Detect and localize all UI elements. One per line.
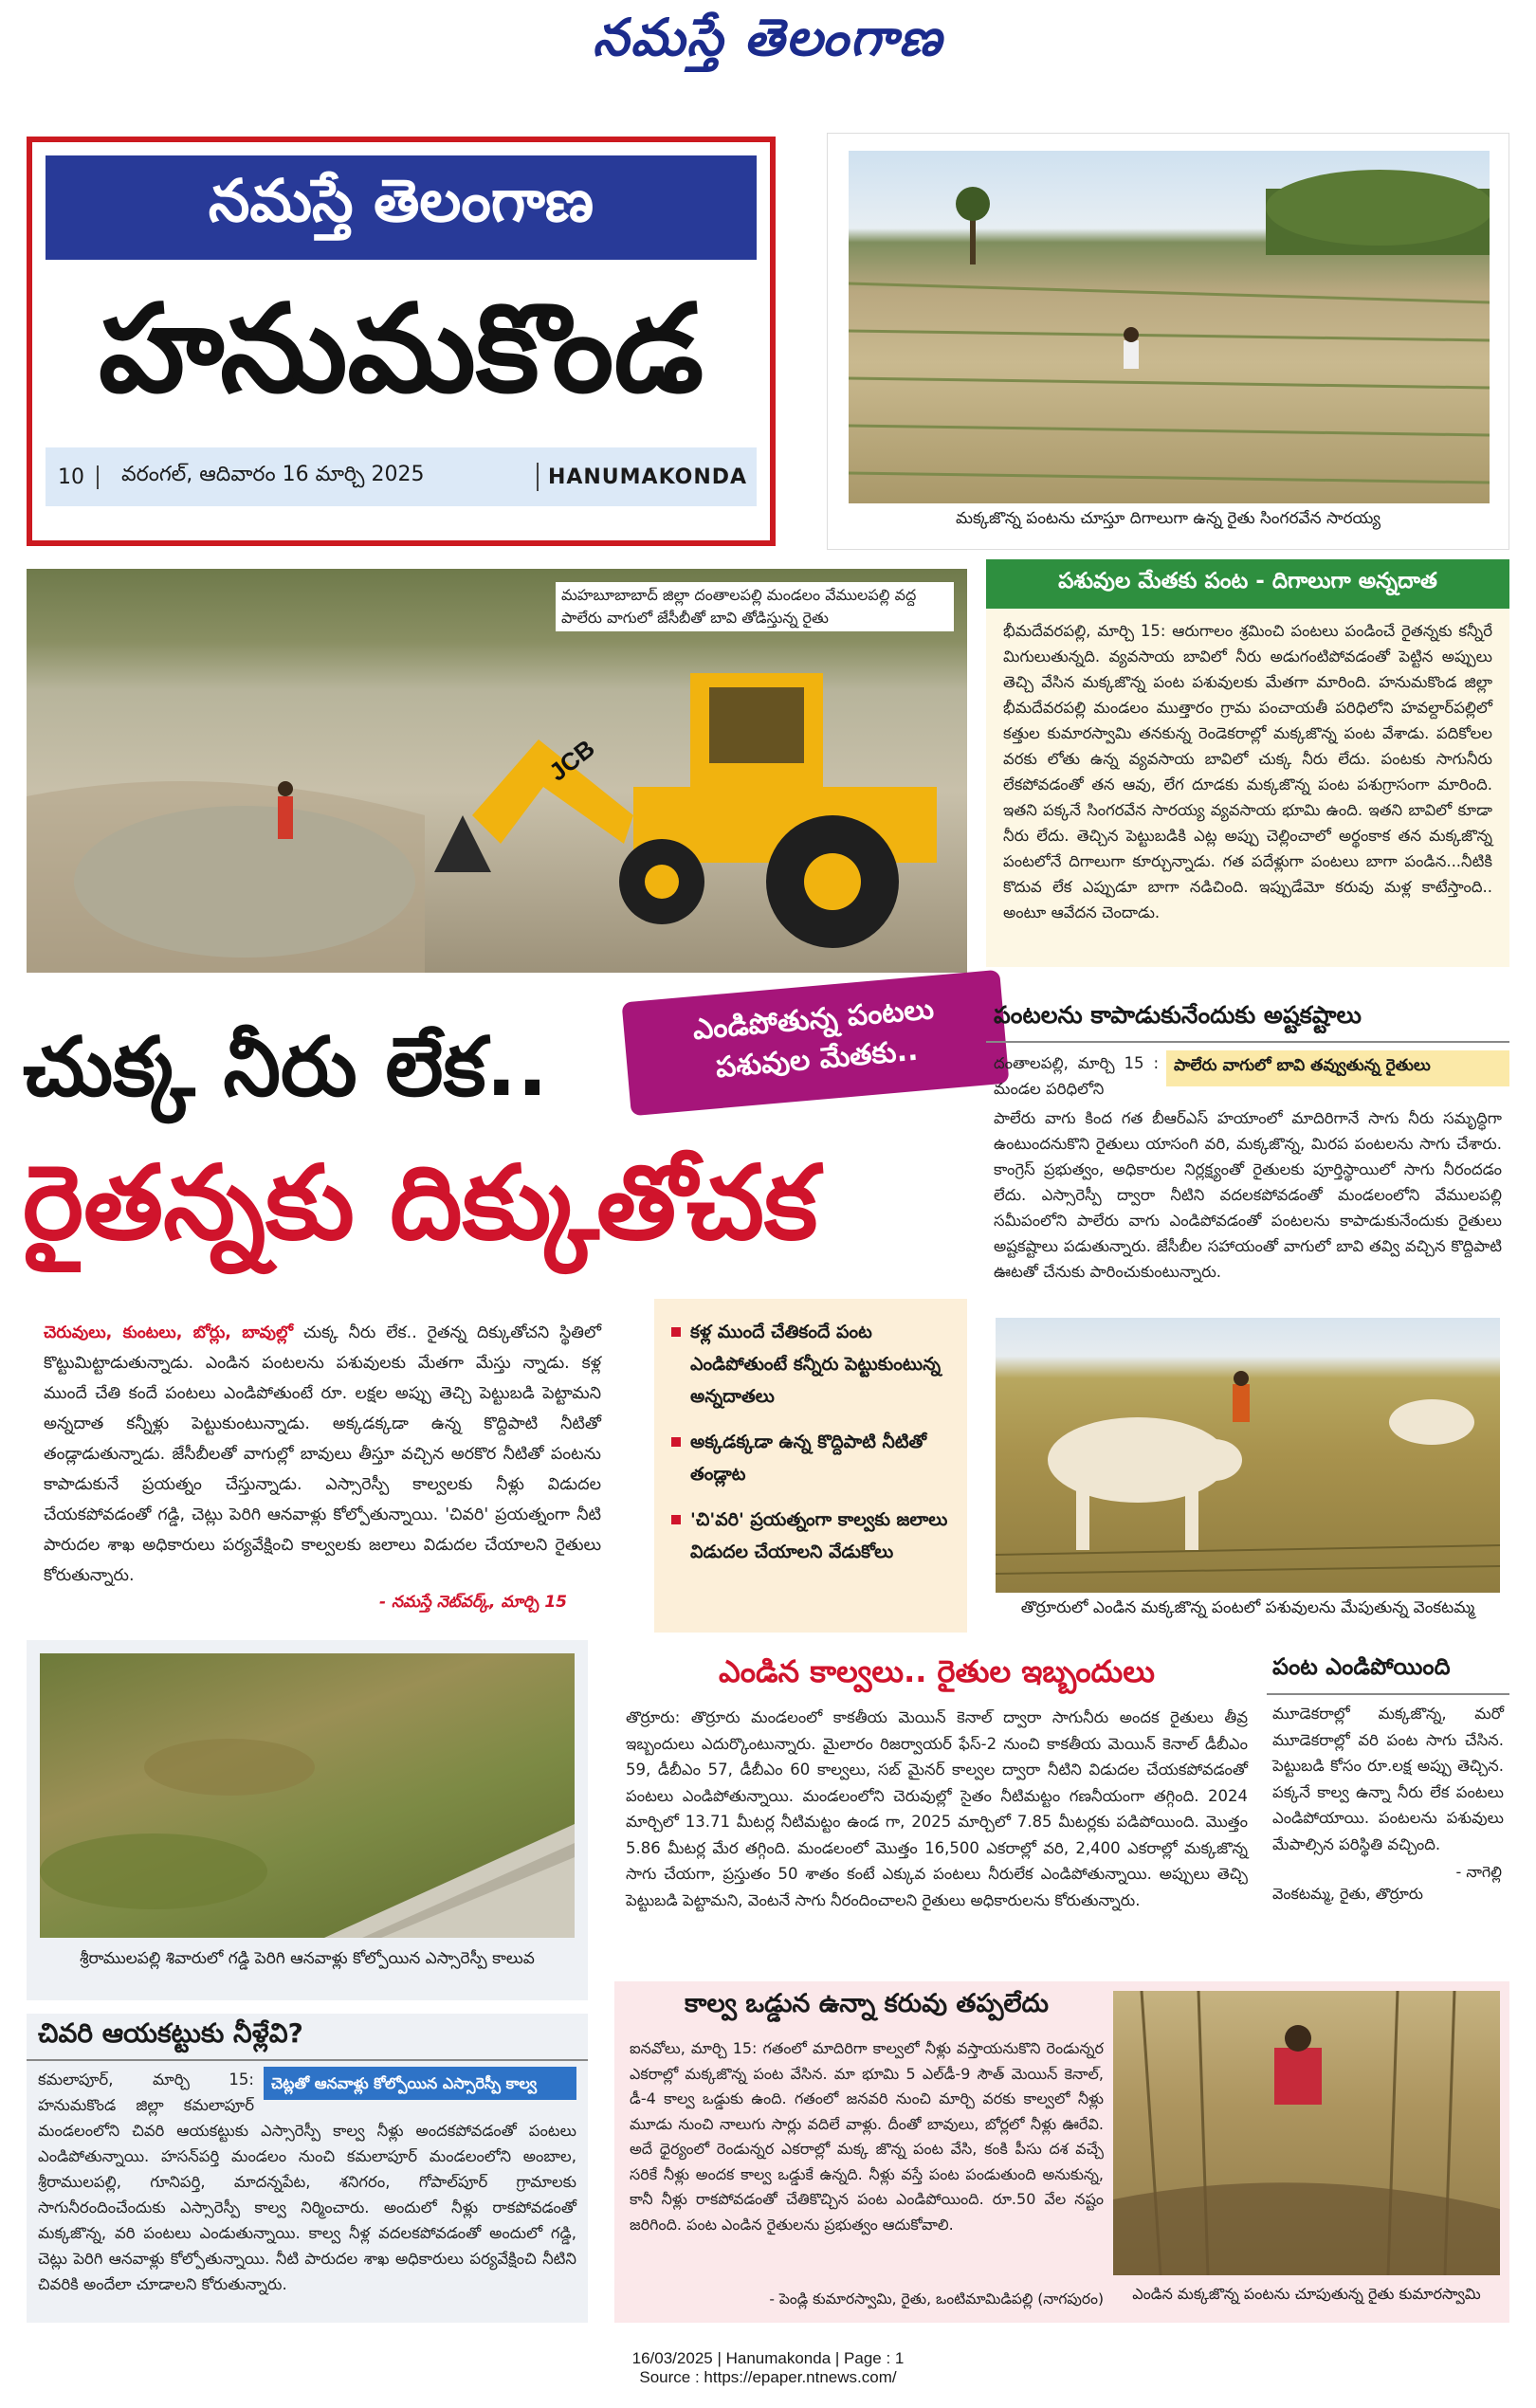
main-badge (622, 970, 1010, 1116)
edition-brand-banner (46, 155, 757, 260)
edition-name: హనుమకొండ (98, 279, 704, 420)
main-story-body (44, 1318, 601, 1591)
story-dried (1267, 1650, 1509, 1962)
story-top-right-body: భీమదేవరపల్లి, మార్చి 15: ఆరుగాలం శ్రమించి పంటలు పండించే రైతన్నకు కన్నీరే మిగులుతున్నది. వ్యవసాయ బావిలో నీరు అడుగంటిపోవడంతో పెట్టిన అప్పులు తెచ్చి వేసిన మక్కజొన్న పంట పశువులకు మేతగా మారింది. హనుమకొండ జిల్లా భీమదేవరపల్లి మండలం ముత్తారం గ్రామ పంచాయతీ పరిధిలోని హవల్దార్‌పల్లిలో కత్తుల కుమారస్వామి తనకున్న రెండెకరాల్లో మక్కజొన్న పంట వేశాడు. పదికోలల వరకు లోతు ఉన్న వ్యవసాయ బావిలో చుక్క నీరు లేదు. పంటకు సాగునీరు లేకపోవడంతో తన ఆవు, లేగ దూడకు మక్కజొన్న పంట పశుగ్రాసంగా మారింది. ఇతని పక్కనే సింగరవేన సారయ్య వ్యవసాయ భూమి ఉంది. ఇతని బావిలో కూడా నీరు లేదు. తెచ్చిన పెట్టుబడికి ఎట్ల అప్పు చెల్లించాలో అర్థంకాక తన మక్కజొన్న పంటలోనే దిగాలుగా కూర్చున్నాడు. గత పదేళ్లుగా పంటలు బాగా పండిన...నీటికి కొదువ లేక ఎప్పుడూ బాగా నడిచింది. ఇప్పుడేమో కరువు మళ్ల కాటేస్తాంది.. అంటూ ఆవేదన చెందాడు. (1003, 622, 1492, 921)
jcb-logo-text: JCB (543, 734, 600, 787)
story-right-mid-top-row (986, 1050, 1509, 1102)
story-dried-credit-1: - నాగెల్లి (1455, 1863, 1502, 1881)
jcb-photo-caption: మహబూబాబాద్ జిల్లా దంతాలపల్లి మండలం వేములపల్లి వద్ద పాలేరు వాగులో జేసీబీతో బావి తోడిస్తున్న రైతు (556, 582, 954, 631)
story-bottom-right-credit: - పెండ్లి కుమారస్వామి, రైతు, ఒంటిమామిడిపల్లి (నాగపురం) (769, 2290, 1104, 2308)
edition-box (27, 137, 776, 546)
main-body-text: చుక్క నీరు లేక.. రైతన్న దిక్కుతోచని స్థితిలో కొట్టుమిట్టాడుతున్నాడు. ఎండిన పంటలను పశువులకు మేతగా మేస్తు న్నాడు. కళ్ల ముందే చేతి కందే పంటలు ఎండిపోతుంటే రూ. లక్షల అప్పు తెచ్చి పెట్టుబడి పెట్టామని అన్నదాత కన్నీళ్లు పెట్టుకుంటున్నాడు. అక్కడక్కడా ఉన్న కొద్దిపాటి నీటితో తండ్లాడుతున్నాడు. జేసీబీలతో వాగుల్లో బావులు తీస్తూ వచ్చిన అరకొర నీటితో పంటను కాపాడుకునే ప్రయత్నం చేస్తున్నాడు. ఎస్సారెస్పీ కాల్వలకు నీళ్లు విడుదల చేయకపోవడంతో గడ్డి, చెట్లు పెరిగి ఆనవాళ్లు కోల్పోతున్నాయి. 'చివరి' ప్రయత్నంగా నీటి పారుదల శాఖ అధికారులు పర్యవేక్షించి కాల్వలకు జలాలు విడుదల చేయాలని రైతులు కోరుతున్నారు. (44, 1323, 601, 1585)
bullet-item: అక్కడక్కడా ఉన్న కొద్దిపాటి నీటితో తండ్లాట (671, 1426, 950, 1490)
farmer-photo (1113, 1991, 1500, 2275)
story-top-right (986, 559, 1509, 967)
page-number: 10 (46, 465, 99, 489)
bullet-box (654, 1299, 967, 1633)
field-rows-illustration (849, 151, 1490, 503)
canal-photo-caption: శ్రీరాములపల్లి శివారులో గడ్డి పెరిగి ఆనవాళ్లు కోల్పోయిన ఎస్సారెస్పీ కాలువ (80, 1949, 535, 1968)
story-dried-credit-2: వెంకటమ్మ, రైతు, తొర్రూరు (1272, 1885, 1423, 1903)
badge-line-1: ఎండిపోతున్న పంటలు (691, 993, 936, 1048)
main-headline-2 (23, 1128, 971, 1280)
story-bottom-right-body: ఐనవోలు, మార్చి 15: గతంలో మాదిరిగా కాల్వలో నీళ్లు వస్తాయనుకొని రెండున్నర ఎకరాల్లో మక్కజొన్న పంట వేసిన. మా భూమి 5 ఎల్‌డీ-9 సౌత్ మెయిన్ కెనాల్, డీ-4 కాల్వ ఒడ్డుకు ఉంది. గతంలో జనవరి నుంచి మార్చి వరకు కాల్వలో నీళ్లు మూడు నుంచి నాలుగు సార్లు వదిలే వాళ్లు. దీంతో బావులు, బోర్లలో నీళ్లు ఊరేవి. అదే ధైర్యంలో రెండున్నర ఎకరాల్లో మక్క జొన్న పంట వేసి, కంకి పీసు దశ వచ్చే సరికే నీళ్లు అందక కాల్వ ఒడ్డుకే ఉన్నది. నీళ్లు వస్తే పంట పండుతుంది అనుకున్న, కానీ నీళ్లు రాకపోవడంతో చేతికొచ్చిన పంట ఎండిపోయింది. రూ.50 వేల నష్టం జరిగింది. పంట ఎండిన రైతులను ప్రభుత్వం ఆదుకోవాలి. (630, 2039, 1104, 2234)
jcb-photo (27, 569, 967, 973)
farmer-illustration (1113, 1991, 1500, 2275)
footer (0, 2349, 1536, 2387)
story-dried-body: మూడెకరాల్లో మక్కజొన్న, మరో మూడెకరాల్లో వరి పంట సాగు చేసిన. పెట్టుబడి కోసం రూ.లక్ష అప్పు తెచ్చిన. పక్కనే కాల్వ ఉన్నా నీరు లేక పంటలు ఎండిపోయాయి. పంటలను పశువులు మేపాల్సిన పరిస్థితి వచ్చింది. (1272, 1705, 1504, 1853)
headline-line-2: రైతన్నకు దిక్కుతోచక (23, 1144, 818, 1263)
farmer-photo-caption: ఎండిన మక్కజొన్న పంటను చూపుతున్న రైతు కుమారస్వామి (1132, 2285, 1481, 2303)
edition-dateline-bar (46, 447, 757, 506)
main-credit: - నమస్తే నెట్‌వర్క్, మార్చి 15 (379, 1593, 568, 1612)
bullet-square-icon (671, 1327, 681, 1337)
bullet-square-icon (671, 1515, 681, 1524)
cattle-photo-caption: తొర్రూరులో ఎండిన మక్కజొన్న పంటలో పశువులను మేపుతున్న వెంకటమ్మ (1020, 1598, 1475, 1617)
cattle-photo-panel (986, 1308, 1509, 1627)
masthead-title: నమస్తే తెలంగాణ (593, 8, 943, 67)
canal-photo-panel (27, 1640, 588, 2000)
story-canal (614, 1650, 1259, 1962)
edition-name-en: HANUMAKONDA (547, 465, 748, 489)
story-right-mid (986, 995, 1509, 1295)
main-headline-1 (23, 1011, 630, 1124)
main-lead-highlight: చెరువులు, కుంటలు, బోర్లు, బావుల్లో (44, 1323, 293, 1342)
story-top-right-headline: పశువుల మేతకు పంట - దిగాలుగా అన్నదాత (986, 559, 1509, 609)
badge-line-2: పశువుల మేతకు.. (714, 1033, 920, 1085)
footer-source-link[interactable]: Source : https://epaper.ntnews.com/ (639, 2368, 897, 2386)
story-tail-subcaption: చెట్లతో ఆనవాళ్లు కోల్పోయిన ఎస్సారెస్పీ కాల్వ (264, 2067, 576, 2100)
canal-photo (40, 1653, 575, 1938)
story-bottom-right (614, 1981, 1509, 2323)
story-dried-headline: పంట ఎండిపోయింది (1267, 1650, 1509, 1695)
footer-line-1: 16/03/2025 | Hanumakonda | Page : 1 (631, 2349, 905, 2367)
story-tail-headline: చివరి ఆయకట్టుకు నీళ్లేవి? (27, 2014, 588, 2061)
story-right-mid-dateline: దంతాలపల్లి, మార్చి 15 : మండల పరిధిలోని (994, 1054, 1159, 1098)
headline-line-1: చుక్క నీరు లేక.. (23, 1020, 548, 1115)
cattle-illustration (996, 1318, 1500, 1593)
edition-name-area (46, 260, 757, 440)
cornfield-photo (849, 151, 1490, 503)
canal-illustration (40, 1653, 575, 1938)
masthead (0, 8, 1536, 74)
bullet-item: కళ్ల ముందే చేతికందే పంట ఎండిపోతుంటే కన్నీరు పెట్టుకుంటున్న అన్నదాతలు (671, 1316, 950, 1413)
story-right-mid-body: పాలేరు వాగు కింద గత బీఆర్‌ఎస్ హయాంలో మాదిరిగానే సాగు నీరు సమృద్ధిగా ఉంటుందనుకొని రైతులు యాసంగి వరి, మక్కజొన్న, మిరప పంటలను సాగు చేశారు. కాంగ్రెస్ ప్రభుత్వం, అధికారుల నిర్లక్ష్యంతో రైతులకు పూర్తిస్థాయిలో సాగు నీరందడం లేదు. ఎస్సారెస్పీ ద్వారా నీటిని వదలకపోవడంతో మండలంలోని వేములపల్లి సమీపంలోని పాలేరు వాగు ఎండిపోవడంతో పంటలను కాపాడుకునేందుకు రైతులు అష్టకష్టాలు పడుతున్నారు. జేసీబీల సహాయంతో వాగులో బావి తవ్వి వచ్చిన కొద్దిపాటి ఊటతో చేనుకు పారించుకుంటున్నారు. (994, 1109, 1502, 1281)
cattle-photo (996, 1318, 1500, 1593)
photo-panel-top-right (827, 133, 1509, 550)
edition-dateline: వరంగల్, ఆదివారం 16 మార్చి 2025 (99, 463, 539, 491)
story-tail-body (27, 2061, 588, 2303)
story-tail (27, 2014, 588, 2323)
story-right-mid-headline: పంటలను కాపాడుకునేందుకు అష్టకష్టాలు (986, 995, 1509, 1043)
story-right-mid-subcaption: పాలేరు వాగులో బావి తవ్వుతున్న రైతులు (1166, 1050, 1509, 1086)
edition-brand: నమస్తే తెలంగాణ (208, 166, 594, 235)
bullet-item: 'చి'వరి' ప్రయత్నంగా కాల్వకు జలాలు విడుదల చేయాలని వేడుకోలు (671, 1504, 950, 1568)
story-tail-text: కమలాపూర్, మార్చి 15: హనుమకొండ జిల్లా కమలాపూర్ మండలంలోని చివరి ఆయకట్టుకు ఎస్సారెస్పీ కాల్వ నీళ్లు అందకపోవడంతో పంటలు ఎండిపోతున్నాయి. హసన్‌పర్తి మండలం నుంచి కమలాపూర్ మండలంలోని అంబాల, శ్రీరాములపల్లి, గూనిపర్తి, మాదన్నపేట, శనిగరం, గోపాల్‌పూర్ గ్రామాలకు సాగునీరందించేందుకు ఎస్సారెస్పీ కాల్వ నిర్మించారు. అందులో నీళ్లు రాకపోవడంతో మక్కజొన్న, వరి పంటలు ఎండుతున్నాయి. కాల్వ నీళ్ల వదలకపోవడంతో అందులో గడ్డి, చెట్లు పెరిగి ఆనవాళ్లు కోల్పోతున్నాయి. నీటి పారుదల శాఖ అధికారులు పర్యవేక్షించి నీటిని చివరికి అందేలా చూడాలని కోరుతున్నారు. (38, 2071, 576, 2293)
story-canal-body: తొర్రూరు: తొర్రూరు మండలంలో కాకతీయ మెయిన్ కెనాల్ ద్వారా సాగునీరు అందక రైతులు తీవ్ర ఇబ్బందులు ఎదుర్కొంటున్నారు. మైలారం రిజర్వాయర్ ఫేస్-2 నుంచి కాకతీయ మెయిన్ కెనాల్ డీబీఎం 59, డీబీఎం 57, డీబీఎం 60 కాల్వలు, సబ్ మైనర్ కాల్వల ద్వారా నీటిని విడుదల చేయకపోవడంతో పంటలు ఎండిపోతున్నాయి. మండలంలోని చెరువుల్లో సైతం నీటిమట్టం గణనీయంగా తగ్గింది. 2024 మార్చిలో 13.71 మీటర్ల నీటిమట్టం ఉండ గా, 2025 మార్చిలో 7.85 మీటర్లకు పడిపోయింది. మొత్తం 5.86 మీటర్ల మేర తగ్గింది. మండలంలో మొత్తం 16,500 ఎకరాల్లో వరి, 2,400 ఎకరాల్లో మక్కజొన్న సాగు చేయగా, ప్రస్తుతం 50 శాతం కంటే ఎక్కువ పంటలు నీరులేక ఎండిపోతున్నాయి. అప్పులు తెచ్చి పెట్టుబడి పెట్టామని, వెంటనే సాగు నీరందించాలని రైతులు అధికారులను కోరుతున్నారు. (626, 1708, 1248, 1909)
story-bottom-right-headline: కాల్వ ఒడ్డున ఉన్నా కరువు తప్పలేదు (685, 1989, 1049, 2018)
story-canal-headline: ఎండిన కాల్వలు.. రైతుల ఇబ్బందులు (719, 1653, 1155, 1689)
bullet-square-icon (671, 1437, 681, 1447)
cornfield-photo-caption: మక్కజొన్న పంటను చూస్తూ దిగాలుగా ఉన్న రైతు సింగరవేన సారయ్య (955, 509, 1381, 528)
